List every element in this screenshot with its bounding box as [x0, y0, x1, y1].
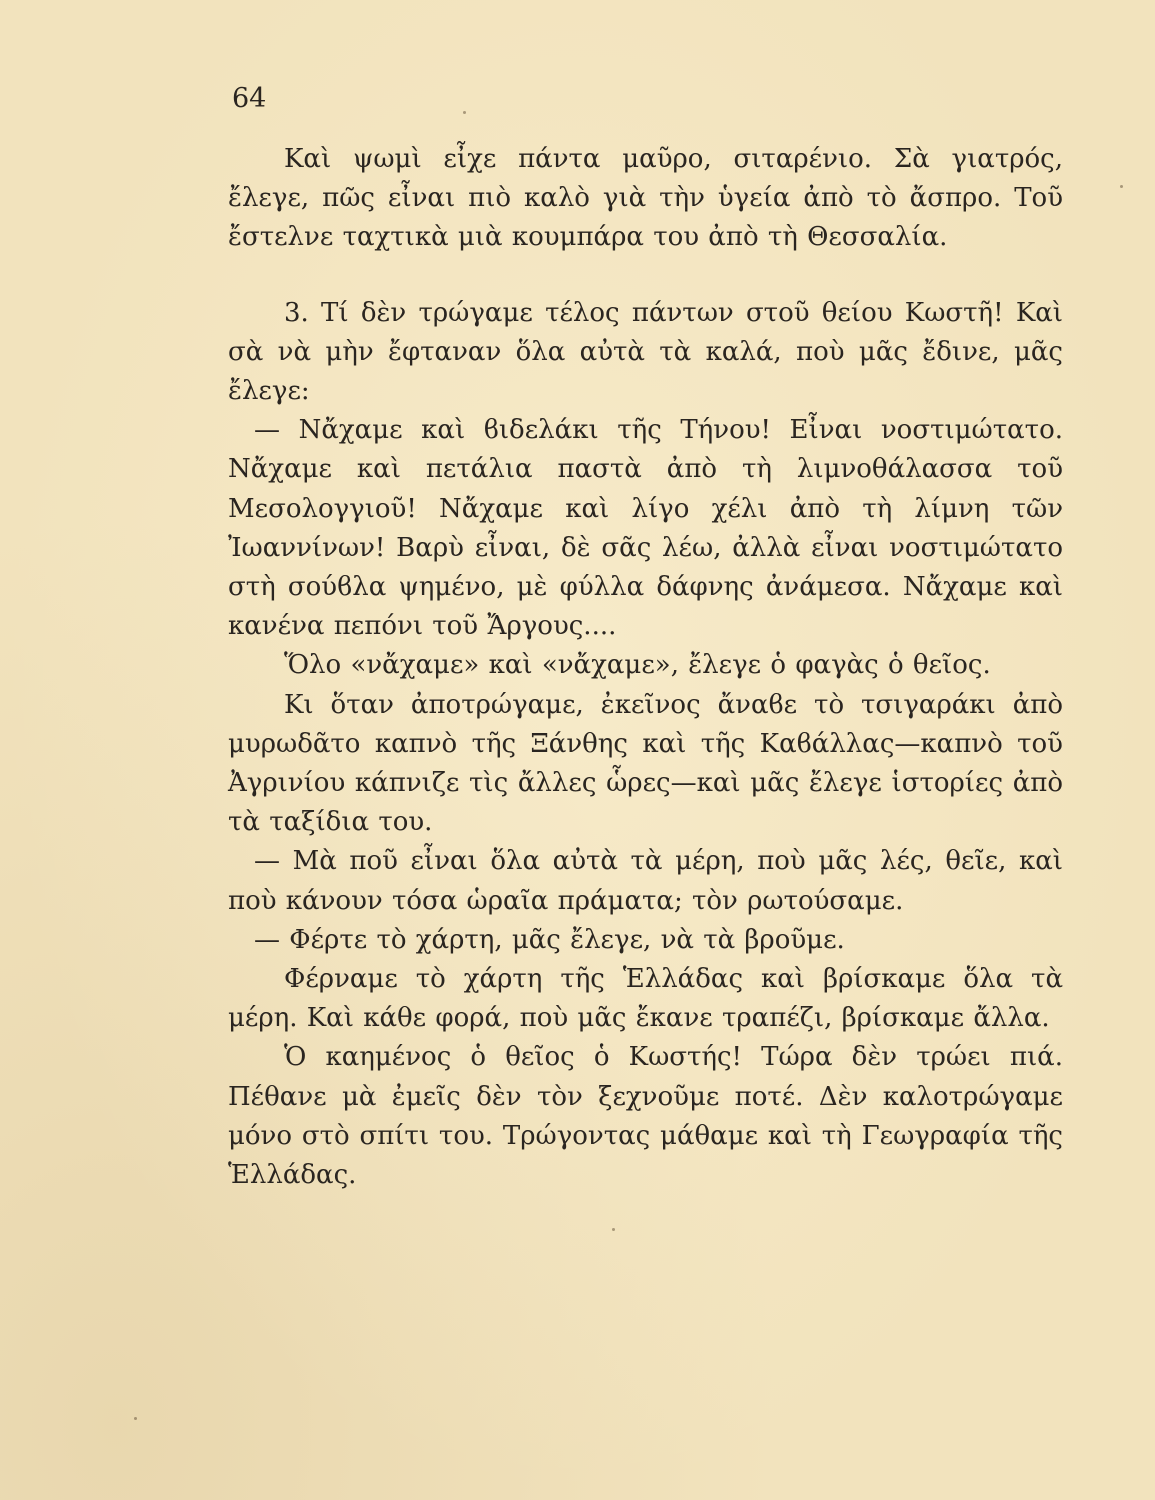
- paragraph-closing: Ὁ καημένος ὁ θεῖος ὁ Κωστής! Τώρα δὲν τρώει πιά. Πέθανε μὰ ἐμεῖς δὲν τὸν ξεχνοῦμε ποτέ. Δὲν καλοτρώγαμε μόνο στὸ σπίτι του. Τρώγοντας μάθαμε καὶ τὴ Γεωγραφία τῆς Ἑλλάδας.: [228, 1042, 1063, 1191]
- paragraph-bread: Καὶ ψωμὶ εἶχε πάντα μαῦρο, σιταρένιο. Σὰ γιατρός, ἔλεγε, πῶς εἶναι πιὸ καλὸ γιὰ τὴν ὑγεία ἀπὸ τὸ ἄσπρο. Τοῦ ἔστελνε ταχτικὰ μιὰ κουμπάρα του ἀπὸ τὴ Θεσσαλία.: [228, 144, 1063, 253]
- paragraph-cigarette: Κι ὅταν ἀποτρώγαμε, ἐκεῖνος ἄναϐε τὸ τσιγαράκι ἀπὸ μυρωδᾶτο καπνὸ τῆς Ξάνθης καὶ τῆς Καϐάλλας—καπνὸ τοῦ Ἀγρινίου κάπνιζε τὶς ἄλλες ὧρες—καὶ μᾶς ἔλεγε ἱστορίες ἀπὸ τὰ ταξίδια του.: [228, 689, 1063, 838]
- paragraph-section-3: 3. Τί δὲν τρώγαμε τέλος πάντων στοῦ θείου Κωστῆ! Καὶ σὰ νὰ μὴν ἔφταναν ὅλα αὐτὰ τὰ καλά, ποὺ μᾶς ἔδινε, μᾶς ἔλεγε:: [228, 297, 1063, 407]
- body-text: [228, 140, 1063, 1195]
- paragraph-map: Φέρναμε τὸ χάρτη τῆς Ἑλλάδας καὶ βρίσκαμε ὅλα τὰ μέρη. Καὶ κάθε φορά, ποὺ μᾶς ἔκανε τραπέζι, βρίσκαμε ἄλλα.: [228, 964, 1063, 1034]
- page-number: 64: [232, 83, 267, 114]
- paper-speck: [1120, 185, 1123, 188]
- paragraph-wishes: — Νἄχαμε καὶ ϐιδελάκι τῆς Τήνου! Εἶναι νοστιμώτατο. Νἄχαμε καὶ πετάλια παστὰ ἀπὸ τὴ λιμνοθάλασσα τοῦ Μεσολογγιοῦ! Νἄχαμε καὶ λίγο χέλι ἀπὸ τὴ λίμνη τῶν Ἰωαννίνων! Βαρὺ εἶναι, δὲ σᾶς λέω, ἀλλὰ εἶναι νοστιμώτατο στὴ σούϐλα ψημένο, μὲ φύλλα δάφνης ἀνάμεσα. Νἄχαμε καὶ κανένα πεπόνι τοῦ Ἄργους....: [228, 415, 1063, 642]
- paper-speck: [463, 111, 466, 114]
- paragraph-map-request: — Φέρτε τὸ χάρτη, μᾶς ἔλεγε, νὰ τὰ βροῦμε.: [254, 924, 845, 955]
- paragraph-question: — Μὰ ποῦ εἶναι ὅλα αὐτὰ τὰ μέρη, ποὺ μᾶς λές, θεῖε, καὶ ποὺ κάνουν τόσα ὡραῖα πράματα; τὸν ρωτούσαμε.: [228, 846, 1063, 916]
- paragraph-nachame: Ὅλο «νἄχαμε» καὶ «νἄχαμε», ἔλεγε ὁ φαγὰς ὁ θεῖος.: [284, 650, 991, 681]
- paper-speck: [612, 1228, 615, 1231]
- paper-speck: [134, 1417, 137, 1420]
